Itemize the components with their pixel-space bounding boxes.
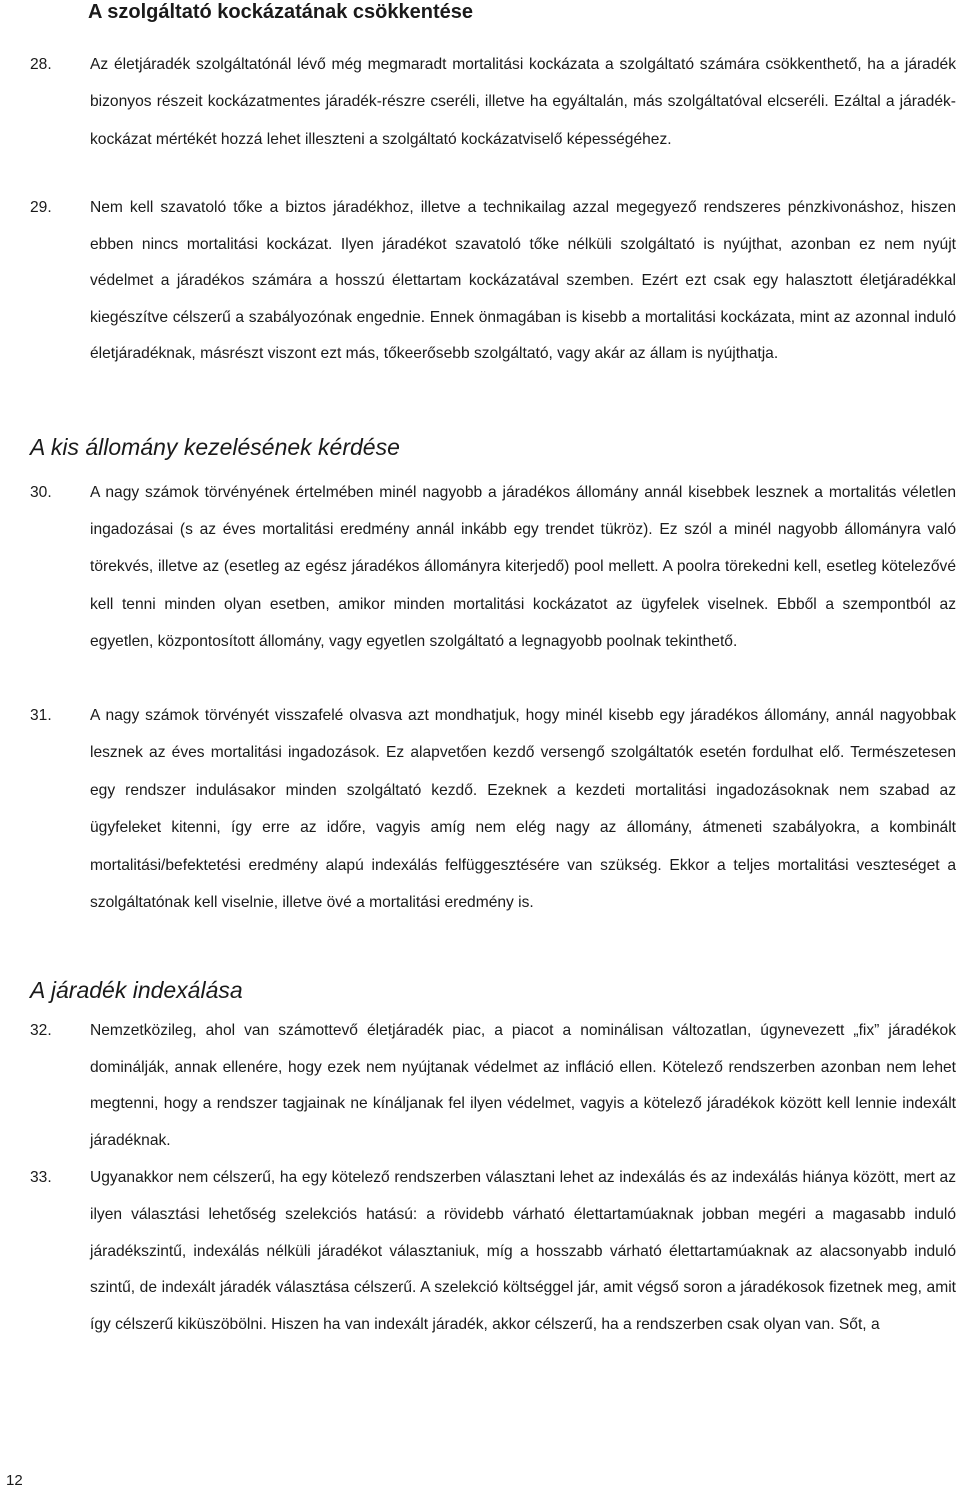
paragraph-31 — [30, 697, 956, 921]
paragraph-text: Nem kell szavatoló tőke a biztos járadékhoz, illetve a technikailag azzal megegyező rendszeres pénzkivonáshoz, hiszen ebben nincs mortalitási kockázat. Ilyen járadékot szavatoló tőke nélküli szolgáltató is nyújthat, azonban ez nem nyújt védelmet a járadékos számára a hosszú élettartam kockázatával szemben. Ezért ezt csak egy halasztott életjáradékkal kiegészítve célszerű a szabályozónak engednie. Ennek önmagában is kisebb a mortalitási kockázata, mint az azonnal induló életjáradéknak, másrészt viszont ezt más, tőkeerősebb szolgáltató, vagy akár az állam is nyújthatja. — [90, 199, 956, 363]
paragraph-29 — [30, 190, 956, 373]
paragraph-number: 31. — [30, 707, 52, 724]
paragraph-number: 33. — [30, 1169, 52, 1186]
page-number: 12 — [6, 1472, 23, 1489]
paragraph-30 — [30, 474, 956, 660]
paragraph-text: Az életjáradék szolgáltatónál lévő még megmaradt mortalitási kockázata a szolgáltató számára csökkenthető, ha a járadék bizonyos részeit kockázatmentes járadék-részre cseréli, illetve ha egyáltalán, más szolgáltatóval elcseréli. Ezáltal a járadék-kockázat mértékét hozzá lehet illeszteni a szolgáltató kockázatviselő képességéhez. — [90, 56, 956, 148]
paragraph-text: A nagy számok törvényét visszafelé olvasva azt mondhatjuk, hogy minél kisebb egy járadékos állomány, annál nagyobbak lesznek az éves mortalitási ingadozások. Ez alapvetően kezdő versengő szolgáltatók esetén fordulhat elő. Természetesen egy rendszer indulásakor minden szolgáltató kezdő. Ezeknek a kezdeti mortalitási ingadozásoknak nem szabad az ügyfeleket kitenni, így erre az időre, vagyis amíg nem elég nagy az állomány, átmeneti szabályokra, a kombinált mortalitási/befektetési eredmény alapú indexálás felfüggesztésére van szükség. Ekkor a teljes mortalitási veszteséget a szolgáltatónak kell viselnie, illetve övé a mortalitási eredmény is. — [90, 707, 956, 912]
paragraph-28 — [30, 46, 956, 158]
section-heading-indexation: A járadék indexálása — [30, 977, 243, 1003]
paragraph-number: 28. — [30, 56, 52, 73]
section-heading-small-portfolio: A kis állomány kezelésének kérdése — [30, 434, 400, 460]
paragraph-32 — [30, 1013, 956, 1159]
paragraph-text: Nemzetközileg, ahol van számottevő életjáradék piac, a piacot a nominálisan változatlan, úgynevezett „fix” járadékok dominálják, annak ellenére, hogy ezek nem nyújtanak védelmet az infláció ellen. Kötelező rendszerben azonban nem lehet megtenni, hogy a rendszer tagjainak ne kínáljanak fel ilyen védelmet, vagyis a kötelező járadékok között kell lennie indexált járadéknak. — [90, 1022, 956, 1149]
paragraph-text: A nagy számok törvényének értelmében minél nagyobb a járadékos állomány annál kisebbek lesznek a mortalitás véletlen ingadozásai (s az éves mortalitási eredmény annál inkább egy trendet tükröz). Ez szól a minél nagyobb állományra való törekvés, illetve az (esetleg az egész járadékos állományra kiterjedő) pool mellett. A poolra törekedni kell, esetleg kötelezővé kell tenni minden olyan esetben, amikor minden mortalitási kockázatot az ügyfelek viselnek. Ebből a szempontból az egyetlen, központosított állomány, vagy egyetlen szolgáltató a legnagyobb poolnak tekinthető. — [90, 484, 956, 650]
paragraph-number: 29. — [30, 199, 52, 216]
paragraph-number: 32. — [30, 1022, 52, 1039]
paragraph-number: 30. — [30, 484, 52, 501]
section-heading-risk-reduction: A szolgáltató kockázatának csökkentése — [88, 1, 473, 23]
paragraph-33 — [30, 1160, 956, 1344]
paragraph-text: Ugyanakkor nem célszerű, ha egy kötelező rendszerben választani lehet az indexálás és az indexálás hiánya között, mert az ilyen választási lehetőség szelekciós hatású: a rövidebb várható élettartamúaknak jobban megéri a magasabb induló járadékszintű, indexálás nélküli járadékot választaniuk, míg a hosszabb várható élettartamúaknak az alacsonyabb induló szintű, de indexált járadék választása célszerű. A szelekció költséggel jár, amit végső soron a járadékosok fizetnek meg, amit így célszerű kiküszöbölni. Hiszen ha van indexált járadék, akkor célszerű, ha a rendszerben csak olyan van. Sőt, a — [90, 1169, 956, 1334]
